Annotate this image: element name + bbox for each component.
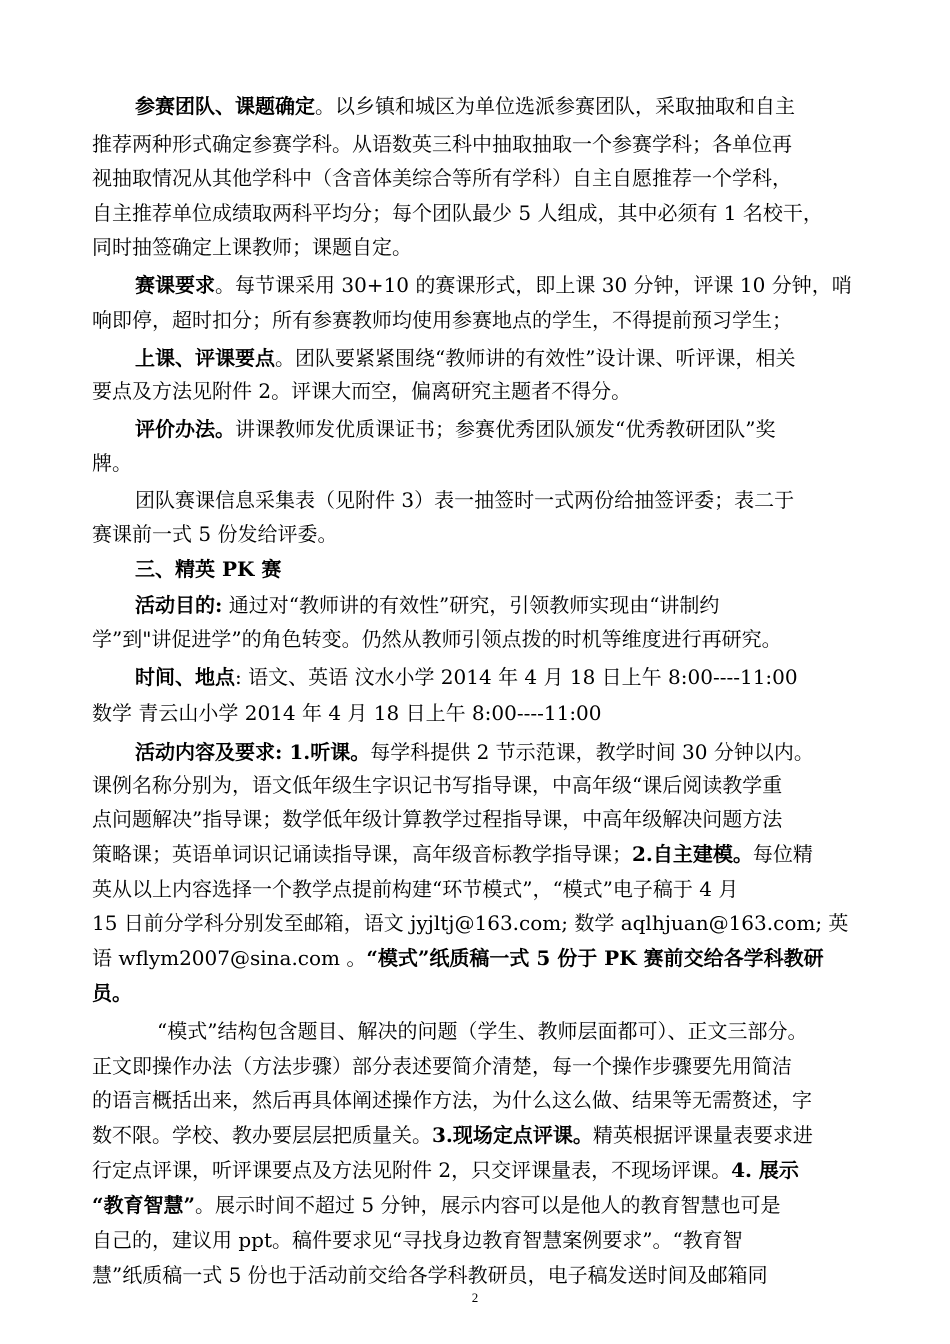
paragraph-line: 的语言概括出来，然后再具体阐述操作方法，为什么这么做、结果等无需赘述，字 (92, 1088, 812, 1112)
paragraph-line: 数学 青云山小学 2014 年 4 月 18 日上午 8:00----11:00 (92, 701, 602, 725)
paragraph-line: 响即停，超时扣分；所有参赛教师均使用参赛地点的学生，不得提前预习学生； (92, 308, 792, 332)
paragraph-line: 参赛团队、课题确定。以乡镇和城区为单位选派参赛团队，采取抽取和自主 (135, 94, 795, 118)
bold-lead: 活动内容及要求: 1.听课。 (135, 740, 371, 764)
bold-lead: 上课、评课要点 (135, 346, 275, 370)
paragraph-line: 员。 (92, 981, 132, 1005)
bold-lead: 活动目的: (135, 593, 223, 617)
paragraph-line: 活动内容及要求: 1.听课。每学科提供 2 节示范课，教学时间 30 分钟以内。 (135, 740, 814, 764)
paragraph-line: 学”到"讲促进学”的角色转变。仍然从教师引领点拨的时机等维度进行再研究。 (92, 627, 782, 651)
page-number: 2 (471, 1290, 479, 1305)
paragraph-line: 点问题解决”指导课；数学低年级计算教学过程指导课，中高年级解决问题方法 (92, 807, 783, 831)
paragraph-line: 自己的，建议用 ppt。稿件要求见“寻找身边教育智慧案例要求”。“教育智 (92, 1228, 743, 1252)
paragraph-line: 15 日前分学科分别发至邮箱，语文 jyjltj@163.com; 数学 aqlhjuan@163.com; 英 (92, 911, 849, 935)
paragraph-line: 英从以上内容选择一个教学点提前构建“环节模式”，“模式”电子稿于 4 月 (92, 877, 739, 901)
paragraph-line: 活动目的: 通过对“教师讲的有效性”研究，引领教师实现由“讲制约 (135, 593, 720, 617)
bold-inline: 3.现场定点评课。 (432, 1123, 593, 1147)
paragraph-line: 要点及方法见附件 2。评课大而空，偏离研究主题者不得分。 (92, 379, 632, 403)
paragraph-line: 时间、地点: 语文、英语 汶水小学 2014 年 4 月 18 日上午 8:00----11:00 (135, 665, 798, 689)
paragraph-line: “模式”结构包含题目、解决的问题（学生、教师层面都可）、正文三部分。 (157, 1019, 808, 1043)
paragraph-line: 视抽取情况从其他学科中（含音体美综合等所有学科）自主自愿推荐一个学科， (92, 166, 792, 190)
paragraph-line: “教育智慧”。展示时间不超过 5 分钟，展示内容可以是他人的教育智慧也可是 (92, 1193, 781, 1217)
paragraph-line: 牌。 (92, 451, 132, 475)
bold-lead: “教育智慧” (92, 1193, 196, 1217)
paragraph-line: 课例名称分别为，语文低年级生字识记书写指导课，中高年级“课后阅读教学重 (92, 773, 783, 797)
bold-lead: 参赛团队、课题确定 (135, 94, 315, 118)
paragraph-line: 上课、评课要点。团队要紧紧围绕“教师讲的有效性”设计课、听评课，相关 (135, 346, 796, 370)
paragraph-line: 推荐两种形式确定参赛学科。从语数英三科中抽取抽取一个参赛学科；各单位再 (92, 132, 792, 156)
paragraph-line: 策略课；英语单词识记诵读指导课，高年级音标教学指导课；2.自主建模。每位精 (92, 842, 813, 866)
paragraph-line: 赛课要求。每节课采用 30+10 的赛课形式，即上课 30 分钟，评课 10 分钟，哨 (135, 273, 852, 297)
bold-inline: “模式”纸质稿一式 5 份于 PK 赛前交给各学科教研 (366, 946, 824, 970)
paragraph-line: 慧”纸质稿一式 5 份也于活动前交给各学科教研员，电子稿发送时间及邮箱同 (92, 1263, 768, 1287)
paragraph-line: 赛课前一式 5 份发给评委。 (92, 522, 338, 546)
paragraph-line: 正文即操作办法（方法步骤）部分表述要简介清楚，每一个操作步骤要先用简洁 (92, 1054, 792, 1078)
bold-lead: 评价办法。 (135, 417, 235, 441)
paragraph-line: 语 wflym2007@sina.com 。“模式”纸质稿一式 5 份于 PK 赛前交给各学科教研 (92, 946, 824, 970)
bold-inline: 2.自主建模。 (632, 842, 753, 866)
paragraph-line: 行定点评课，听评课要点及方法见附件 2，只交评课量表，不现场评课。4. 展示 (92, 1158, 799, 1182)
paragraph-line: 团队赛课信息采集表（见附件 3）表一抽签时一式两份给抽签评委；表二于 (135, 488, 795, 512)
paragraph-line: 自主推荐单位成绩取两科平均分；每个团队最少 5 人组成，其中必须有 1 名校干， (92, 201, 823, 225)
bold-lead: 时间、地点 (135, 665, 235, 689)
paragraph-line: 数不限。学校、教办要层层把质量关。3.现场定点评课。精英根据评课量表要求进 (92, 1123, 813, 1147)
paragraph-line: 评价办法。讲课教师发优质课证书；参赛优秀团队颁发“优秀教研团队”奖 (135, 417, 776, 441)
section-heading: 三、精英 PK 赛 (135, 557, 282, 581)
bold-lead: 赛课要求 (135, 273, 215, 297)
bold-inline: 4. 展示 (731, 1158, 799, 1182)
paragraph-line: 同时抽签确定上课教师；课题自定。 (92, 235, 412, 259)
